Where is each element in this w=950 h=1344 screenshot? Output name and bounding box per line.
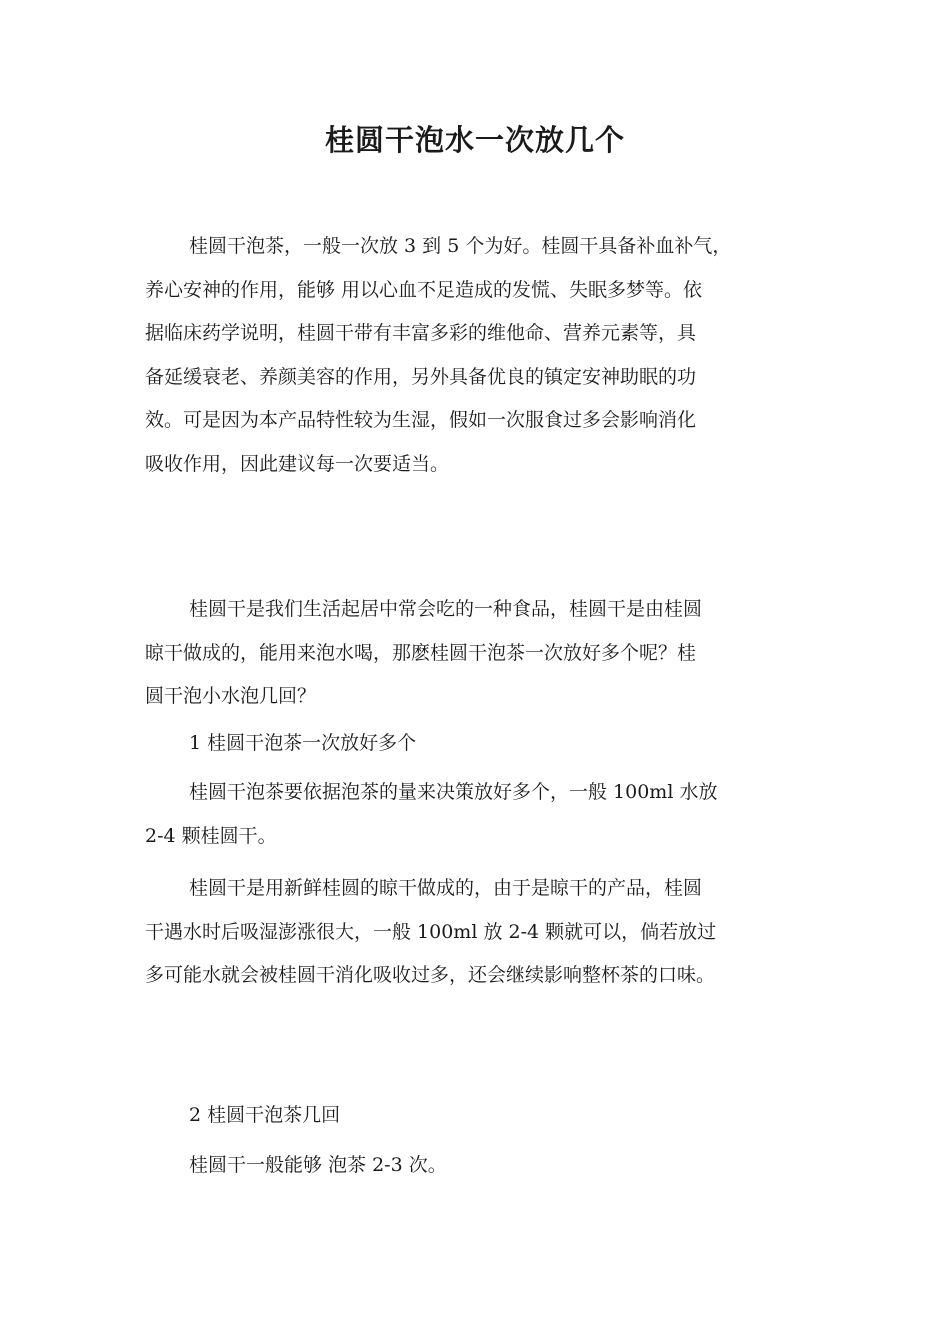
heading-text: 1 桂圆干泡茶一次放好多个: [189, 732, 417, 754]
paragraph-steep-times: [145, 1144, 815, 1188]
paragraph-line: 桂圆干泡茶，一般一次放 3 到 5 个为好。桂圆干具备补血补气，: [189, 235, 732, 257]
paragraph-line: 晾干做成的，能用来泡水喝，那麽桂圆干泡茶一次放好多个呢？桂: [145, 641, 697, 664]
paragraph-line: 桂圆干一般能够 泡茶 2-3 次。: [189, 1154, 447, 1176]
paragraph-line: 多可能水就会被桂圆干消化吸收过多，还会继续影响整杯茶的口味。: [145, 964, 716, 986]
paragraph-line: 养心安神的作用，能够 用以心血不足造成的发慌、失眠多梦等。依: [145, 278, 703, 301]
section-heading-1: [145, 722, 815, 766]
paragraph-reason: [145, 867, 815, 998]
section-heading-2: [145, 1094, 815, 1138]
paragraph-line: 吸收作用，因此建议每一次要适当。: [145, 452, 450, 475]
paragraph-line: 圆干泡小水泡几回？: [145, 685, 317, 707]
paragraph-line: 据临床药学说明，桂圆干带有丰富多彩的维他命、营养元素等，具: [145, 322, 697, 344]
heading-text: 2 桂圆干泡茶几回: [189, 1104, 341, 1126]
document-title: 桂圆干泡水一次放几个: [324, 123, 625, 157]
paragraph-introduction: [145, 588, 815, 719]
paragraph-dosage-benefits: [145, 225, 815, 486]
paragraph-line: 桂圆干是用新鲜桂圆的晾干做成的，由于是晾干的产品，桂圆: [189, 877, 703, 899]
paragraph-line: 效。可是因为本产品特性较为生湿，假如一次服食过多会影响消化: [145, 409, 697, 431]
paragraph-line: 桂圆干是我们生活起居中常会吃的一种食品，桂圆干是由桂圆: [189, 598, 703, 620]
paragraph-line: 干遇水时后吸湿澎涨很大，一般 100ml 放 2-4 颗就可以，倘若放过: [145, 920, 717, 943]
paragraph-line: 备延缓衰老、养颜美容的作用，另外具备优良的镇定安神助眠的功: [145, 365, 697, 388]
paragraph-line: 2-4 颗桂圆干。: [145, 824, 277, 847]
paragraph-quantity: [145, 771, 815, 858]
paragraph-line: 桂圆干泡茶要依据泡茶的量来决策放好多个，一般 100ml 水放: [189, 781, 718, 803]
